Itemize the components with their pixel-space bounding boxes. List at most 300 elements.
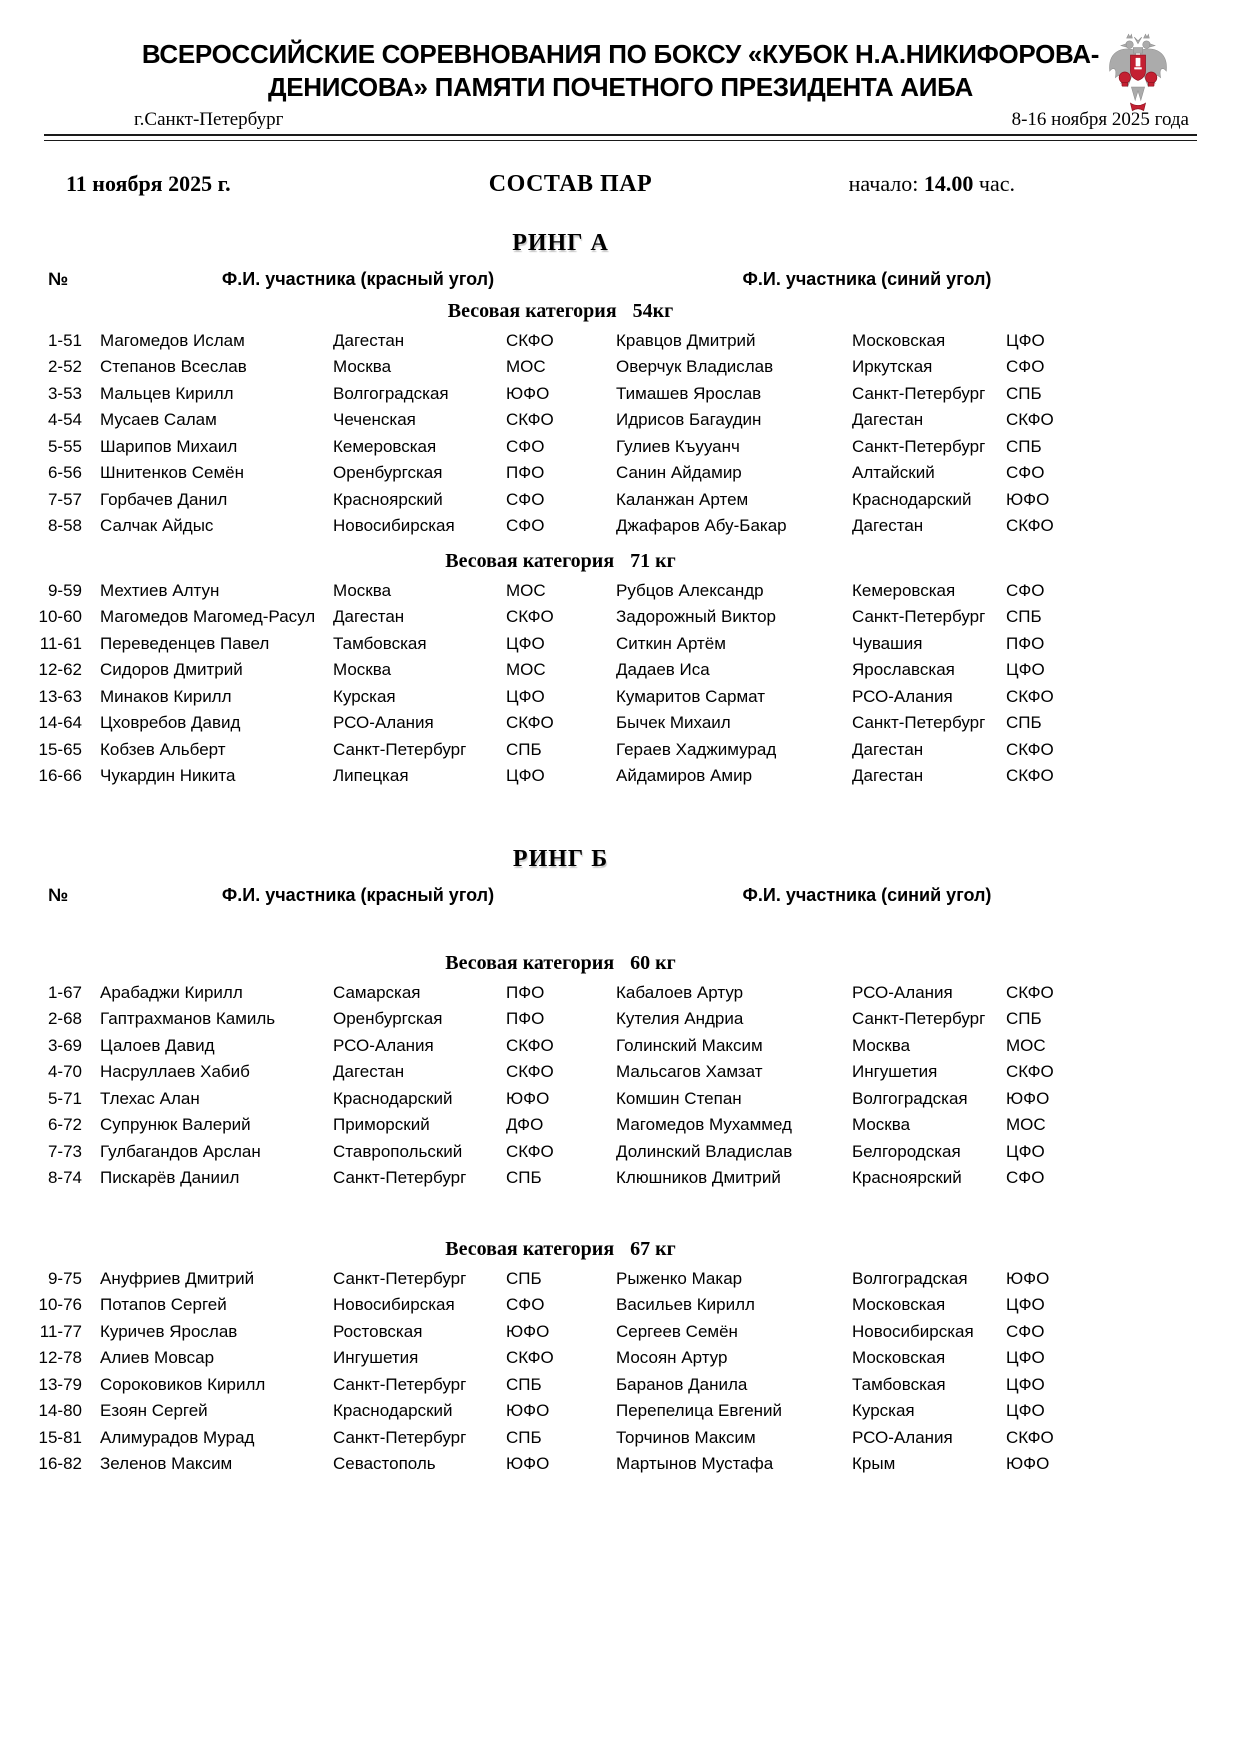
blue-boxer-name: Кравцов Дмитрий: [616, 330, 756, 350]
red-boxer-name: Сидоров Дмитрий: [100, 660, 243, 680]
blue-boxer-region: Московская: [852, 330, 946, 350]
red-boxer-name: Цалоев Давид: [100, 1035, 215, 1055]
blue-boxer-name: Тимашев Ярослав: [616, 383, 762, 403]
pair-number: 5-55: [47, 436, 82, 456]
red-boxer-district: СКФО: [506, 713, 554, 733]
pair-number: 9-59: [47, 580, 82, 600]
blue-boxer-name: Идрисов Багаудин: [616, 410, 762, 430]
blue-boxer-name: Оверчук Владислав: [616, 357, 774, 377]
blue-boxer-name: Торчинов Максим: [616, 1427, 756, 1447]
blue-boxer-region: Краснодарский: [852, 489, 972, 509]
pair-row: [38, 381, 1241, 408]
blue-boxer-district: СФО: [1006, 580, 1045, 600]
start-label: начало:: [848, 170, 919, 196]
blue-boxer-district: ЮФО: [1006, 1268, 1050, 1288]
pair-number: 15-81: [38, 1427, 82, 1447]
blue-boxer-region: Московская: [852, 1348, 946, 1368]
pair-row: [38, 513, 1241, 540]
start-time: 14.00: [923, 170, 974, 196]
pair-number: 13-79: [38, 1374, 82, 1394]
weight-category-section: [0, 550, 1241, 790]
pair-number: 12-62: [38, 660, 82, 680]
blue-boxer-district: ЮФО: [1006, 1088, 1050, 1108]
blue-boxer-name: Кумаритов Сармат: [616, 686, 766, 706]
blue-boxer-region: Дагестан: [852, 739, 924, 759]
red-boxer-region: Оренбургская: [333, 463, 443, 483]
pair-row: [38, 578, 1241, 605]
pair-row: [38, 631, 1241, 658]
red-boxer-region: Санкт-Петербург: [333, 1374, 467, 1394]
ring-title: РИНГ Б: [512, 845, 609, 872]
red-boxer-district: ЮФО: [506, 383, 550, 403]
blue-boxer-region: РСО-Алания: [852, 982, 953, 1002]
column-header-row: [38, 269, 1241, 290]
pair-row: [38, 1345, 1241, 1372]
column-header-number: №: [48, 268, 69, 289]
red-boxer-name: Куричев Ярослав: [100, 1321, 238, 1341]
pair-row: [38, 1059, 1241, 1086]
pair-number: 14-64: [38, 713, 82, 733]
red-boxer-name: Гаптрахманов Камиль: [100, 1009, 276, 1029]
red-boxer-district: ЦФО: [506, 766, 545, 786]
pair-number: 12-78: [38, 1348, 82, 1368]
pair-row: [38, 460, 1241, 487]
red-boxer-region: Ингушетия: [333, 1348, 419, 1368]
document-title: СОСТАВ ПАР: [488, 170, 653, 197]
red-boxer-region: РСО-Алания: [333, 713, 434, 733]
red-boxer-region: Кемеровская: [333, 436, 437, 456]
blue-boxer-region: Москва: [852, 1115, 911, 1135]
column-header-red-corner: Ф.И. участника (красный угол): [221, 268, 495, 289]
red-boxer-name: Тлехас Алан: [100, 1088, 200, 1108]
blue-boxer-district: СКФО: [1006, 982, 1054, 1002]
red-boxer-district: СКФО: [506, 410, 554, 430]
red-boxer-district: МОС: [506, 357, 546, 377]
red-boxer-name: Зеленов Максим: [100, 1454, 233, 1474]
pair-row: [38, 1112, 1241, 1139]
blue-boxer-region: Курская: [852, 1401, 915, 1421]
blue-boxer-district: СПБ: [1006, 436, 1042, 456]
blue-boxer-name: Джафаров Абу-Бакар: [616, 516, 787, 536]
pair-row: [38, 1139, 1241, 1166]
blue-boxer-region: Алтайский: [852, 463, 935, 483]
red-boxer-region: Краснодарский: [333, 1401, 453, 1421]
blue-boxer-region: РСО-Алания: [852, 686, 953, 706]
blue-boxer-region: Дагестан: [852, 766, 924, 786]
red-boxer-name: Шарипов Михаил: [100, 436, 238, 456]
blue-boxer-name: Васильев Кирилл: [616, 1295, 755, 1315]
red-boxer-name: Магомедов Ислам: [100, 330, 245, 350]
red-boxer-region: Дагестан: [333, 607, 405, 627]
pair-number: 4-70: [47, 1062, 82, 1082]
red-boxer-name: Сороковиков Кирилл: [100, 1374, 266, 1394]
pair-row: [38, 1319, 1241, 1346]
red-boxer-region: Курская: [333, 686, 396, 706]
pair-number: 7-73: [47, 1141, 82, 1161]
blue-boxer-name: Бычек Михаил: [616, 713, 731, 733]
pair-row: [38, 1292, 1241, 1319]
blue-boxer-name: Магомедов Мухаммед: [616, 1115, 792, 1135]
red-boxer-region: Липецкая: [333, 766, 409, 786]
red-boxer-district: СКФО: [506, 1348, 554, 1368]
blue-boxer-region: Крым: [852, 1454, 896, 1474]
competition-title-line-1: ВСЕРОССИЙСКИЕ СОРЕВНОВАНИЯ ПО БОКСУ «КУБОК Н.А.НИКИФОРОВА-: [141, 39, 1100, 69]
blue-boxer-name: Голинский Максим: [616, 1035, 763, 1055]
pair-row: [38, 1165, 1241, 1192]
pair-number: 8-74: [47, 1168, 82, 1188]
red-boxer-region: Москва: [333, 357, 392, 377]
blue-boxer-name: Мосоян Артур: [616, 1348, 728, 1368]
red-boxer-district: СПБ: [506, 739, 542, 759]
federation-eagle-emblem: [1105, 28, 1171, 116]
pair-number: 16-82: [38, 1454, 82, 1474]
red-boxer-district: СПБ: [506, 1268, 542, 1288]
red-boxer-district: МОС: [506, 580, 546, 600]
column-header-blue-corner: Ф.И. участника (синий угол): [742, 884, 992, 905]
pair-row: [38, 710, 1241, 737]
red-boxer-name: Чукардин Никита: [100, 766, 236, 786]
blue-boxer-district: ЦФО: [1006, 660, 1045, 680]
pair-number: 15-65: [38, 739, 82, 759]
red-boxer-name: Насруллаев Хабиб: [100, 1062, 250, 1082]
pair-number: 9-75: [47, 1268, 82, 1288]
red-boxer-district: МОС: [506, 660, 546, 680]
red-boxer-district: ПФО: [506, 982, 545, 1002]
pair-rows: [38, 578, 1241, 790]
blue-boxer-name: Рыженко Макар: [616, 1268, 743, 1288]
weight-category-value: 67 кг: [630, 1237, 676, 1260]
weight-category-value: 54кг: [632, 299, 674, 322]
blue-boxer-region: Московская: [852, 1295, 946, 1315]
column-header-number: №: [48, 884, 69, 905]
start-suffix: час.: [978, 170, 1015, 196]
blue-boxer-district: СФО: [1006, 357, 1045, 377]
red-boxer-region: Санкт-Петербург: [333, 1268, 467, 1288]
pair-row: [38, 328, 1241, 355]
blue-boxer-district: СФО: [1006, 1168, 1045, 1188]
red-boxer-name: Мусаев Салам: [100, 410, 217, 430]
session-start: [849, 171, 1241, 197]
red-boxer-region: Ставропольский: [333, 1141, 463, 1161]
weight-category-label: Весовая категория: [445, 1237, 615, 1260]
blue-boxer-name: Задорожный Виктор: [616, 607, 776, 627]
red-boxer-district: СПБ: [506, 1427, 542, 1447]
blue-boxer-region: Санкт-Петербург: [852, 383, 986, 403]
column-header-red-corner: Ф.И. участника (красный угол): [221, 884, 495, 905]
red-boxer-region: Санкт-Петербург: [333, 1168, 467, 1188]
blue-boxer-name: Долинский Владислав: [616, 1141, 793, 1161]
red-boxer-district: СФО: [506, 516, 545, 536]
pair-number: 3-53: [47, 383, 82, 403]
pair-rows: [38, 328, 1241, 540]
pair-number: 2-68: [47, 1009, 82, 1029]
column-header-row: [38, 885, 1241, 906]
red-boxer-region: Новосибирская: [333, 1295, 455, 1315]
pair-row: [38, 604, 1241, 631]
blue-boxer-district: СПБ: [1006, 1009, 1042, 1029]
pair-number: 7-57: [47, 489, 82, 509]
red-boxer-name: Мальцев Кирилл: [100, 383, 234, 403]
red-boxer-name: Шнитенков Семён: [100, 463, 245, 483]
red-boxer-district: СПБ: [506, 1168, 542, 1188]
blue-boxer-name: Дадаев Иса: [616, 660, 710, 680]
red-boxer-name: Переведенцев Павел: [100, 633, 270, 653]
blue-boxer-district: ЦФО: [1006, 1295, 1045, 1315]
blue-boxer-name: Мартынов Мустафа: [616, 1454, 774, 1474]
weight-category-label: Весовая категория: [447, 299, 617, 322]
pair-number: 8-58: [47, 516, 82, 536]
red-boxer-region: Дагестан: [333, 1062, 405, 1082]
blue-boxer-district: ПФО: [1006, 633, 1045, 653]
pair-number: 3-69: [47, 1035, 82, 1055]
pair-row: [38, 684, 1241, 711]
red-boxer-region: Новосибирская: [333, 516, 455, 536]
pair-row: [38, 1425, 1241, 1452]
blue-boxer-district: ЦФО: [1006, 1141, 1045, 1161]
red-boxer-name: Салчак Айдыс: [100, 516, 214, 536]
red-boxer-district: ЮФО: [506, 1321, 550, 1341]
pair-row: [38, 737, 1241, 764]
red-boxer-district: СКФО: [506, 330, 554, 350]
red-boxer-region: Санкт-Петербург: [333, 739, 467, 759]
red-boxer-region: Москва: [333, 660, 392, 680]
blue-boxer-district: СФО: [1006, 1321, 1045, 1341]
red-boxer-name: Горбачев Данил: [100, 489, 228, 509]
blue-boxer-region: Волгоградская: [852, 1088, 968, 1108]
red-boxer-district: ПФО: [506, 463, 545, 483]
blue-boxer-name: Клюшников Дмитрий: [616, 1168, 781, 1188]
pair-row: [38, 434, 1241, 461]
red-boxer-district: СПБ: [506, 1374, 542, 1394]
red-boxer-district: СКФО: [506, 607, 554, 627]
red-boxer-name: Алимурадов Мурад: [100, 1427, 255, 1447]
pair-row: [38, 487, 1241, 514]
red-boxer-district: ЦФО: [506, 686, 545, 706]
ring-title: РИНГ А: [512, 229, 609, 256]
pair-row: [38, 1266, 1241, 1293]
blue-boxer-region: Ингушетия: [852, 1062, 938, 1082]
red-boxer-region: Санкт-Петербург: [333, 1427, 467, 1447]
red-boxer-region: Красноярский: [333, 489, 443, 509]
blue-boxer-district: СПБ: [1006, 713, 1042, 733]
blue-boxer-region: РСО-Алания: [852, 1427, 953, 1447]
blue-boxer-region: Чувашия: [852, 633, 923, 653]
red-boxer-district: СКФО: [506, 1062, 554, 1082]
blue-boxer-district: СКФО: [1006, 1062, 1054, 1082]
red-boxer-district: СКФО: [506, 1141, 554, 1161]
blue-boxer-region: Иркутская: [852, 357, 933, 377]
competition-title: [121, 38, 1121, 105]
blue-boxer-region: Санкт-Петербург: [852, 1009, 986, 1029]
pair-number: 14-80: [38, 1401, 82, 1421]
blue-boxer-region: Дагестан: [852, 410, 924, 430]
ring-section-b: [0, 846, 1241, 1478]
blue-boxer-district: СКФО: [1006, 516, 1054, 536]
weight-category-label: Весовая категория: [445, 549, 615, 572]
red-boxer-region: Севастополь: [333, 1454, 436, 1474]
event-dates: 8-16 ноября 2025 года: [1011, 108, 1189, 130]
blue-boxer-district: ЦФО: [1006, 330, 1045, 350]
blue-boxer-name: Каланжан Артем: [616, 489, 749, 509]
red-boxer-district: ЮФО: [506, 1088, 550, 1108]
subheader: [0, 105, 1241, 133]
blue-boxer-region: Санкт-Петербург: [852, 713, 986, 733]
column-header-blue-corner: Ф.И. участника (синий угол): [742, 268, 992, 289]
blue-boxer-district: СПБ: [1006, 607, 1042, 627]
blue-boxer-region: Волгоградская: [852, 1268, 968, 1288]
ring-section-a: [0, 230, 1241, 790]
blue-boxer-region: Москва: [852, 1035, 911, 1055]
pair-row: [38, 1086, 1241, 1113]
pair-row: [38, 1372, 1241, 1399]
blue-boxer-region: Санкт-Петербург: [852, 436, 986, 456]
red-boxer-name: Минаков Кирилл: [100, 686, 232, 706]
weight-category-section: [0, 300, 1241, 540]
blue-boxer-name: Ситкин Артём: [616, 633, 726, 653]
red-boxer-district: ЮФО: [506, 1401, 550, 1421]
weight-category-heading: [0, 1238, 1241, 1261]
weight-category-section: [0, 952, 1241, 1192]
red-boxer-name: Гулбагандов Арслан: [100, 1141, 261, 1161]
session-info-row: [0, 171, 1241, 198]
blue-boxer-name: Кутелия Андриа: [616, 1009, 744, 1029]
pair-row: [38, 657, 1241, 684]
pair-number: 4-54: [47, 410, 82, 430]
blue-boxer-name: Гулиев Къууанч: [616, 436, 740, 456]
blue-boxer-district: СКФО: [1006, 1427, 1054, 1447]
blue-boxer-name: Санин Айдамир: [616, 463, 742, 483]
pair-number: 11-77: [39, 1321, 82, 1341]
red-boxer-region: Дагестан: [333, 330, 405, 350]
red-boxer-district: СФО: [506, 436, 545, 456]
red-boxer-region: Краснодарский: [333, 1088, 453, 1108]
red-boxer-name: Мехтиев Алтун: [100, 580, 220, 600]
pair-row: [38, 1398, 1241, 1425]
red-boxer-region: Москва: [333, 580, 392, 600]
blue-boxer-name: Сергеев Семён: [616, 1321, 738, 1341]
blue-boxer-region: Белгородская: [852, 1141, 961, 1161]
pair-row: [38, 763, 1241, 790]
blue-boxer-district: СКФО: [1006, 410, 1054, 430]
red-boxer-region: Тамбовская: [333, 633, 427, 653]
pair-number: 11-61: [39, 633, 82, 653]
blue-boxer-district: ЦФО: [1006, 1348, 1045, 1368]
red-boxer-region: Чеченская: [333, 410, 416, 430]
red-boxer-district: СФО: [506, 1295, 545, 1315]
session-date: 11 ноября 2025 г.: [66, 170, 231, 196]
blue-boxer-district: СКФО: [1006, 739, 1054, 759]
blue-boxer-region: Ярославская: [852, 660, 955, 680]
blue-boxer-region: Санкт-Петербург: [852, 607, 986, 627]
red-boxer-name: Степанов Всеслав: [100, 357, 247, 377]
red-boxer-region: Приморский: [333, 1115, 430, 1135]
blue-boxer-region: Новосибирская: [852, 1321, 974, 1341]
red-boxer-name: Кобзев Альберт: [100, 739, 226, 759]
red-boxer-district: ЮФО: [506, 1454, 550, 1474]
red-boxer-district: ЦФО: [506, 633, 545, 653]
weight-category-label: Весовая категория: [445, 951, 615, 974]
red-boxer-name: Арабаджи Кирилл: [100, 982, 243, 1002]
pair-number: 10-76: [38, 1295, 82, 1315]
blue-boxer-name: Кабалоев Артур: [616, 982, 744, 1002]
pair-rows: [38, 980, 1241, 1192]
blue-boxer-name: Рубцов Александр: [616, 580, 764, 600]
pair-row: [38, 354, 1241, 381]
red-boxer-district: СКФО: [506, 1035, 554, 1055]
red-boxer-region: Оренбургская: [333, 1009, 443, 1029]
pair-number: 10-60: [38, 607, 82, 627]
host-city: г.Санкт-Петербург: [134, 108, 284, 130]
red-boxer-name: Пискарёв Даниил: [100, 1168, 240, 1188]
red-boxer-name: Алиев Мовсар: [100, 1348, 215, 1368]
red-boxer-district: ДФО: [506, 1115, 544, 1135]
red-boxer-region: Волгоградская: [333, 383, 449, 403]
blue-boxer-name: Гераев Хаджимурад: [616, 739, 777, 759]
pair-row: [38, 407, 1241, 434]
weight-category-value: 60 кг: [630, 951, 676, 974]
red-boxer-region: Самарская: [333, 982, 421, 1002]
pair-number: 5-71: [47, 1088, 82, 1108]
blue-boxer-name: Баранов Данила: [616, 1374, 748, 1394]
pair-rows: [38, 1266, 1241, 1478]
blue-boxer-district: СФО: [1006, 463, 1045, 483]
pair-row: [38, 980, 1241, 1007]
weight-category-heading: [0, 952, 1241, 975]
red-boxer-name: Потапов Сергей: [100, 1295, 227, 1315]
blue-boxer-district: МОС: [1006, 1115, 1046, 1135]
blue-boxer-district: СКФО: [1006, 686, 1054, 706]
pair-number: 1-67: [47, 982, 82, 1002]
blue-boxer-region: Кемеровская: [852, 580, 956, 600]
red-boxer-name: Цховребов Давид: [100, 713, 241, 733]
red-boxer-name: Супрунюк Валерий: [100, 1115, 251, 1135]
blue-boxer-region: Красноярский: [852, 1168, 962, 1188]
header-divider: [44, 134, 1197, 141]
red-boxer-name: Магомедов Магомед-Расул: [100, 607, 316, 627]
weight-category-heading: [0, 300, 1241, 323]
pair-row: [38, 1451, 1241, 1478]
competition-title-line-2: ДЕНИСОВА» ПАМЯТИ ПОЧЕТНОГО ПРЕЗИДЕНТА АИБА: [267, 72, 974, 103]
blue-boxer-name: Мальсагов Хамзат: [616, 1062, 763, 1082]
pair-number: 16-66: [38, 766, 82, 786]
blue-boxer-district: ЦФО: [1006, 1374, 1045, 1394]
weight-category-section: [0, 1238, 1241, 1478]
pair-number: 1-51: [47, 330, 82, 350]
red-boxer-district: ПФО: [506, 1009, 545, 1029]
pair-row: [38, 1006, 1241, 1033]
blue-boxer-name: Айдамиров Амир: [616, 766, 753, 786]
red-boxer-region: Ростовская: [333, 1321, 423, 1341]
blue-boxer-district: СКФО: [1006, 766, 1054, 786]
blue-boxer-district: ЦФО: [1006, 1401, 1045, 1421]
blue-boxer-district: ЮФО: [1006, 489, 1050, 509]
blue-boxer-name: Комшин Степан: [616, 1088, 742, 1108]
pair-number: 13-63: [38, 686, 82, 706]
pair-number: 6-72: [47, 1115, 82, 1135]
red-boxer-name: Ануфриев Дмитрий: [100, 1268, 255, 1288]
red-boxer-district: СФО: [506, 489, 545, 509]
pair-number: 6-56: [47, 463, 82, 483]
pair-row: [38, 1033, 1241, 1060]
blue-boxer-district: МОС: [1006, 1035, 1046, 1055]
weight-category-value: 71 кг: [630, 549, 676, 572]
blue-boxer-region: Тамбовская: [852, 1374, 946, 1394]
weight-category-heading: [0, 550, 1241, 573]
blue-boxer-name: Перепелица Евгений: [616, 1401, 783, 1421]
rings-container: [0, 230, 1241, 1478]
blue-boxer-region: Дагестан: [852, 516, 924, 536]
red-boxer-region: РСО-Алания: [333, 1035, 434, 1055]
